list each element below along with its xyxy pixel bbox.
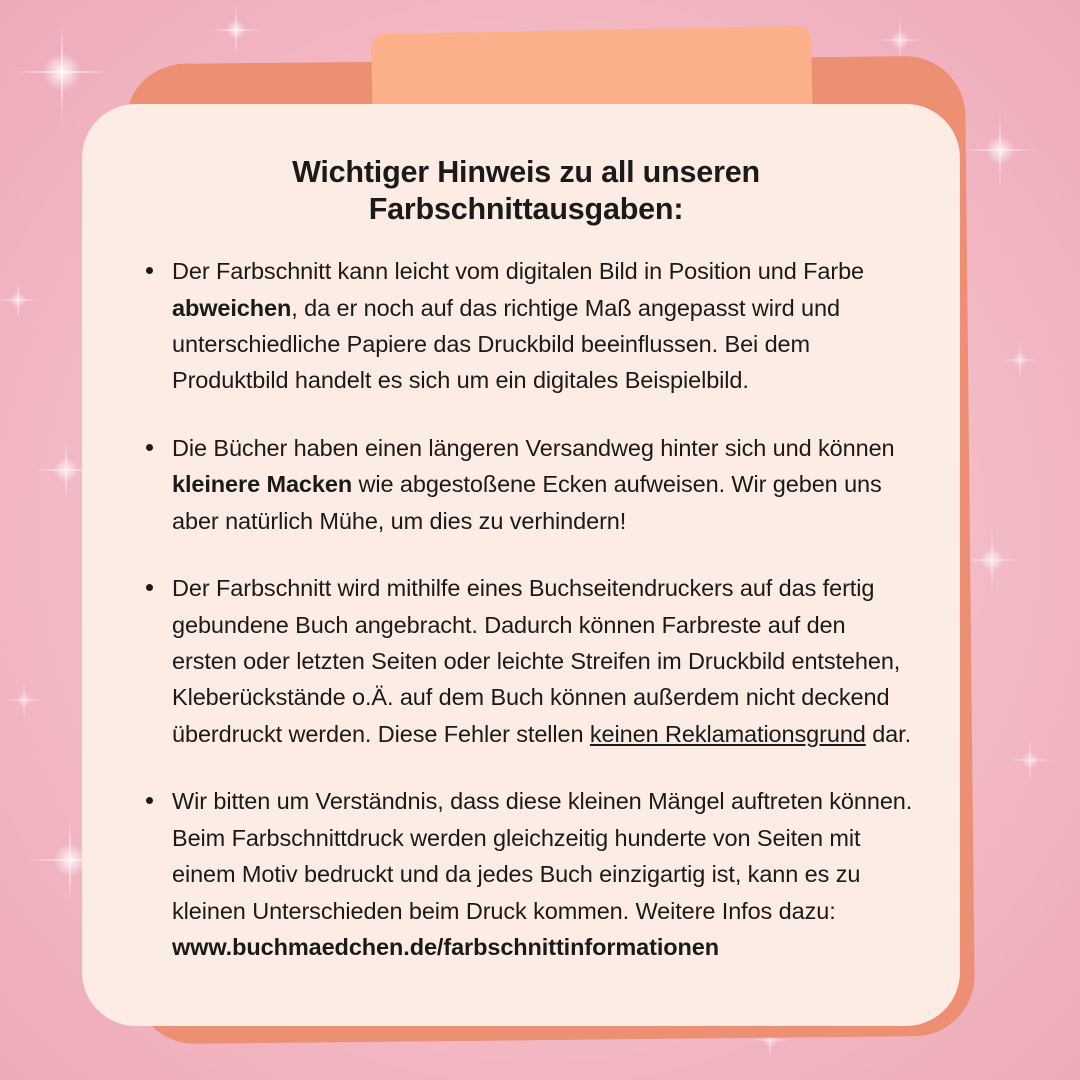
body-text: , da er noch auf das richtige Maß angepasst wird und unterschiedliche Papiere das Druckbild beeinflussen. Bei dem Produktbild handelt es sich um ein digitales Beispielbild. <box>172 294 840 394</box>
notice-list <box>138 253 914 965</box>
bullet-dot-icon <box>146 267 153 274</box>
sparkle-icon <box>0 269 49 331</box>
body-text: Der Farbschnitt wird mithilfe eines Buchseitendruckers auf das fertig gebundene Buch angebracht. Dadurch können Farbreste auf den ersten oder letzten Seiten oder leichte Streifen im Druckbild entstehen, Kleberückstände o.Ä. auf dem Buch können außerdem nicht deckend überdruckt werden. Diese Fehler stellen <box>172 575 901 747</box>
body-text: Die Bücher haben einen längeren Versandweg hinter sich und können <box>172 434 895 461</box>
note-content <box>138 154 914 992</box>
emphasis-text: abweichen <box>172 294 292 321</box>
bullet-dot-icon <box>146 444 153 451</box>
bullet-dot-icon <box>146 797 153 804</box>
list-item <box>138 253 914 399</box>
sparkle-icon <box>991 331 1049 389</box>
cream-note-card <box>82 104 960 1026</box>
body-text: Wir bitten um Verständnis, dass diese kleinen Mängel auftreten können. Beim Farbschnittdruck werden gleichzeitig hunderte von Seiten mit einem Motiv bedruckt und da jedes Buch einzigartig ist, kann es zu kleinen Unterschieden beim Druck kommen. Weitere Infos dazu: <box>172 788 913 924</box>
bullet-dot-icon <box>146 584 153 591</box>
list-item <box>138 783 914 965</box>
body-text: wie abgestoßene Ecken aufweisen. Wir geben uns aber natürlich Mühe, um dies zu verhindern! <box>172 471 882 534</box>
sparkle-icon <box>998 728 1062 792</box>
list-item <box>138 430 914 539</box>
underlined-text: keinen Reklamationsgrund <box>589 720 866 747</box>
body-text: dar. <box>865 720 911 747</box>
sparkle-icon <box>0 671 53 729</box>
list-item <box>138 570 914 752</box>
body-text: Der Farbschnitt kann leicht vom digitalen Bild in Position und Farbe <box>172 258 865 285</box>
sparkle-icon <box>197 0 275 69</box>
website-url[interactable]: www.buchmaedchen.de/farbschnittinformationen <box>172 933 720 960</box>
page-title: Wichtiger Hinweis zu all unseren Farbschnittausgaben: <box>292 155 760 226</box>
emphasis-text: kleinere Macken <box>172 471 353 498</box>
